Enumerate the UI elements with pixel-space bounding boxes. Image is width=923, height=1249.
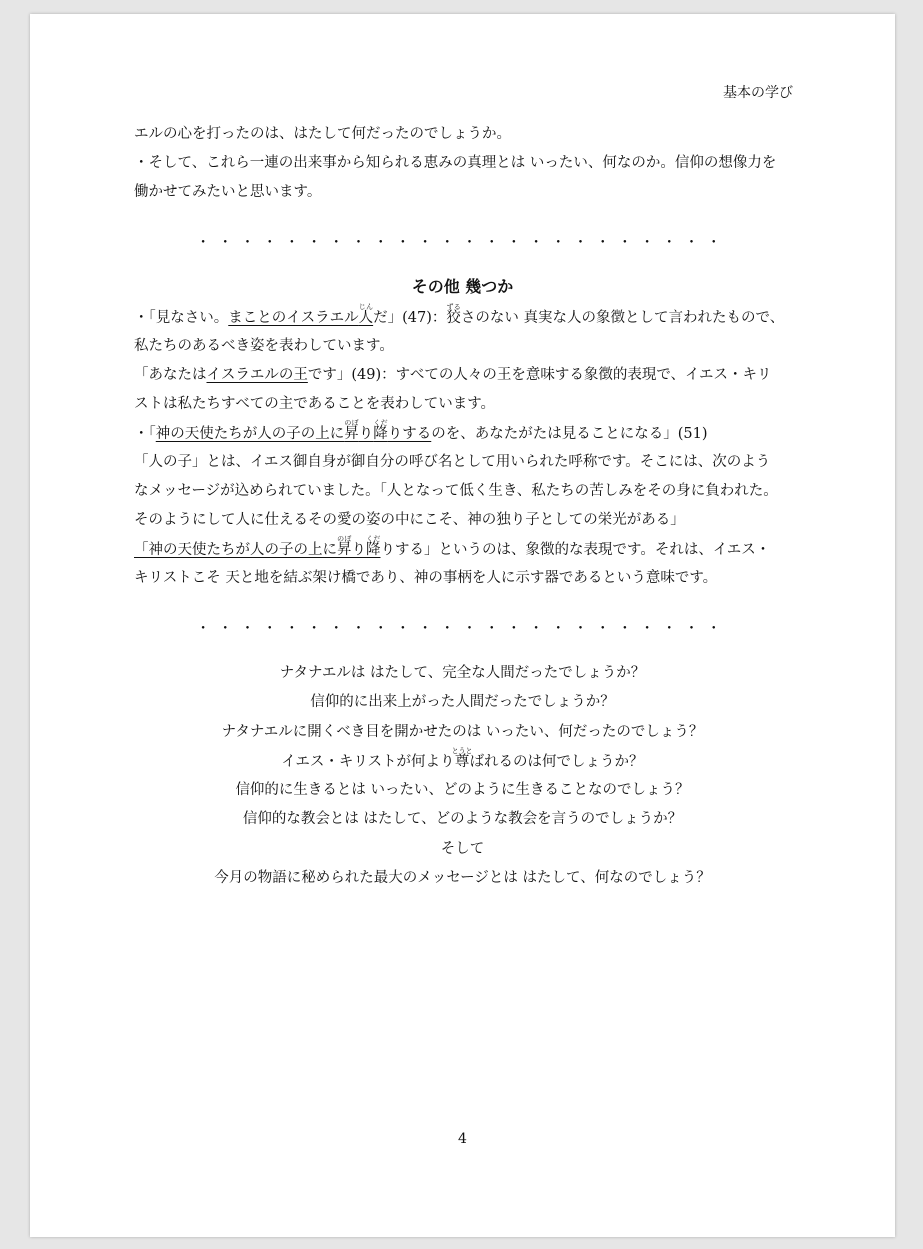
p2-line-2: ストは私たちすべての主であることを表わしています。 <box>134 396 496 412</box>
intro-line-3: 働かせてみたいと思います。 <box>134 184 322 200</box>
document-page <box>30 14 895 1237</box>
dot-separator-1: ・・・・・・・・・・・・・・・・・・・・・・・・ <box>196 235 729 251</box>
p5-underlined: 「神の天使たちが人の子の上に昇のぼり降くだ <box>134 535 381 558</box>
intro-line-1: エルの心を打ったのは、はたして何だったのでしょうか。 <box>134 126 511 142</box>
dot-separator-2: ・・・・・・・・・・・・・・・・・・・・・・・・ <box>196 621 729 637</box>
p3-underlined: 神の天使たちが人の子の上に昇のぼり降くだりする <box>155 419 432 442</box>
page-number: 4 <box>458 1131 467 1147</box>
question-5: 信仰的に生きるとは いったい、どのように生きることなのでしょう？ <box>235 782 690 799</box>
question-8: 今月の物語に秘められた最大のメッセージとは はたして、何なのでしょう？ <box>214 870 711 887</box>
p1-line-2: 私たちのあるべき姿を表わしています。 <box>134 338 394 354</box>
p3-line-1: ・「神の天使たちが人の子の上に昇のぼり降くだりするのを、あなたがたは見ることになる」(51) <box>134 419 708 442</box>
intro-paragraph <box>134 120 798 207</box>
section-title: その他 幾つか <box>411 277 514 296</box>
question-3: ナタナエルに開くべき目を開かせたのは いったい、何だったのでしょう？ <box>221 723 704 740</box>
question-2: 信仰的に出来上がった人間だったでしょうか？ <box>310 694 615 711</box>
section-body <box>134 303 798 593</box>
p2-line-1: 「あなたはイスラエルの王です」(49)：すべての人々の王を意味する象徴的表現で、イエス・キリ <box>134 367 772 383</box>
p2-underlined: イスラエルの王 <box>206 367 308 383</box>
p4-line-1: 「人の子」とは、イエス御自身が御自分の呼び名として用いられた呼称です。そこには、次のよう <box>134 454 771 470</box>
running-header: 基本の学び <box>723 85 793 101</box>
question-list <box>30 659 895 893</box>
p1-underlined: まことのイスラエル人じん <box>228 303 374 326</box>
question-6: 信仰的な教会とは はたして、どのような教会を言うのでしょうか？ <box>242 811 683 828</box>
p4-line-3: そのようにして人に仕えるその愛の姿の中にこそ、神の独り子としての栄光がある」 <box>134 512 685 528</box>
p1-line-1: ・「見なさい。まことのイスラエル人じんだ」(47)：狡ずるさのない 真実な人の象徴として言われたもので、 <box>134 303 785 326</box>
question-7: そして <box>440 840 485 857</box>
question-4: イエス・キリストが何より尊とうとばれるのは何でしょうか？ <box>281 746 644 770</box>
p4-line-2: なメッセージが込められていました。「人となって低く生き、私たちの苦しみをその身に負われた。 <box>134 483 778 499</box>
p5-line-2: キリストこそ 天と地を結ぶ架け橋であり、神の事柄を人に示す器であるという意味です。 <box>134 570 718 586</box>
p5-line-1: 「神の天使たちが人の子の上に昇のぼり降くだりする」というのは、象徴的な表現です。それは、イエス・ <box>134 535 771 558</box>
question-1: ナタナエルは はたして、完全な人間だったでしょうか？ <box>279 665 646 681</box>
intro-line-2: ・そして、これら一連の出来事から知られる恵みの真理とは いったい、何なのか。信仰の想像力を <box>134 155 777 171</box>
